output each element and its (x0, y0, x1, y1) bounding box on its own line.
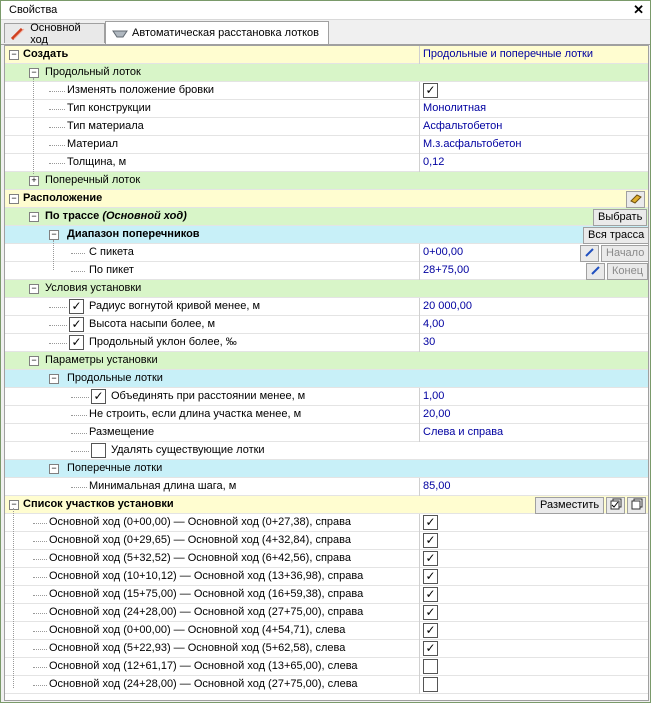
change-edge-checkbox[interactable]: ✓ (423, 83, 438, 98)
material-label: Материал (67, 138, 118, 150)
radius-checkbox[interactable]: ✓ (69, 299, 84, 314)
title-bar (1, 1, 650, 20)
min-step-value[interactable]: 85,00 (423, 480, 451, 492)
collapse-icon[interactable]: − (29, 356, 39, 366)
section-item-label: Основной ход (5+22,93) — Основной ход (5+62,58), слева (49, 642, 346, 654)
cross-trays-label: Поперечные лотки (67, 462, 163, 474)
column-separator (419, 136, 420, 154)
row-by-route[interactable] (5, 208, 648, 226)
expand-icon[interactable]: + (29, 176, 39, 186)
column-separator (419, 550, 420, 568)
section-item[interactable] (5, 532, 648, 550)
end-button[interactable]: Конец (607, 263, 648, 280)
section-item-checkbox[interactable] (423, 659, 438, 674)
collapse-icon[interactable]: − (9, 50, 19, 60)
merge-value[interactable]: 1,00 (423, 390, 445, 402)
uncheck-all-icon[interactable] (627, 497, 646, 514)
section-item[interactable] (5, 514, 648, 532)
row-construction[interactable] (5, 100, 648, 118)
by-route-label: По трассе (45, 210, 100, 222)
row-long-trays[interactable] (5, 370, 648, 388)
pencil-icon[interactable] (586, 263, 605, 280)
collapse-icon[interactable]: − (29, 212, 39, 222)
embankment-value[interactable]: 4,00 (423, 318, 445, 330)
no-build-value[interactable]: 20,00 (423, 408, 451, 420)
column-separator (419, 298, 420, 316)
tree-line (49, 109, 65, 110)
tree-line (49, 325, 67, 326)
tree-line (49, 307, 67, 308)
column-separator (419, 532, 420, 550)
embankment-checkbox[interactable]: ✓ (69, 317, 84, 332)
section-item-checkbox[interactable]: ✓ (423, 569, 438, 584)
location-label: Расположение (23, 192, 103, 204)
section-item[interactable] (5, 676, 648, 694)
tree-line (71, 253, 85, 254)
material-type-label: Тип материала (67, 120, 144, 132)
column-separator (419, 586, 420, 604)
tree-line (71, 415, 87, 416)
section-item-checkbox[interactable]: ✓ (423, 605, 438, 620)
whole-route-button[interactable]: Вся трасса (583, 227, 649, 244)
row-long-tray[interactable] (5, 64, 648, 82)
tray-icon (112, 27, 128, 39)
tree-line (49, 127, 65, 128)
tree-line (33, 685, 47, 686)
tab-label: Основной ход (30, 21, 81, 46)
row-cross-tray[interactable] (5, 172, 648, 190)
section-item-label: Основной ход (24+28,00) — Основной ход (27+75,00), слева (49, 678, 358, 690)
from-station-label: С пикета (89, 246, 134, 258)
section-item-checkbox[interactable]: ✓ (423, 587, 438, 602)
section-item-checkbox[interactable]: ✓ (423, 533, 438, 548)
tree-line (71, 451, 89, 452)
collapse-icon[interactable]: − (9, 194, 19, 204)
row-delete-existing[interactable] (5, 442, 648, 460)
section-item-checkbox[interactable]: ✓ (423, 551, 438, 566)
row-range[interactable] (5, 226, 648, 244)
column-separator (419, 658, 420, 676)
material-type-value[interactable]: Асфальтобетон (423, 120, 503, 132)
section-item-label: Основной ход (5+32,52) — Основной ход (6+42,56), справа (49, 552, 351, 564)
row-thickness[interactable] (5, 154, 648, 172)
route-name: (Основной ход) (102, 210, 187, 222)
tree-line (33, 631, 47, 632)
column-separator (419, 82, 420, 100)
section-item-label: Основной ход (15+75,00) — Основной ход (16+59,38), справа (49, 588, 364, 600)
section-item-checkbox[interactable]: ✓ (423, 515, 438, 530)
section-item[interactable] (5, 586, 648, 604)
tree-line (49, 343, 67, 344)
check-all-icon[interactable] (606, 497, 625, 514)
row-material-type[interactable] (5, 118, 648, 136)
tree-line (71, 433, 87, 434)
column-separator (419, 514, 420, 532)
slope-label: Продольный уклон более, ‰ (89, 336, 237, 348)
tree-line (33, 613, 47, 614)
section-item-checkbox[interactable]: ✓ (423, 641, 438, 656)
from-station-value[interactable]: 0+00,00 (423, 246, 464, 258)
tab-main-route[interactable] (4, 21, 105, 46)
column-separator (419, 622, 420, 640)
cross-tray-label: Поперечный лоток (45, 174, 141, 186)
section-item[interactable] (5, 568, 648, 586)
column-separator (419, 478, 420, 496)
tree-line (33, 667, 47, 668)
pick-tool-icon[interactable] (626, 191, 645, 208)
row-placement[interactable] (5, 424, 648, 442)
change-edge-label: Изменять положение бровки (67, 84, 215, 96)
tree-line (33, 523, 47, 524)
row-radius[interactable] (5, 298, 648, 316)
params-label: Параметры установки (45, 354, 158, 366)
embankment-label: Высота насыпи более, м (89, 318, 216, 330)
place-button[interactable]: Разместить (535, 497, 604, 514)
tree-line (49, 91, 65, 92)
column-separator (419, 262, 420, 280)
column-separator (419, 676, 420, 694)
row-to-station[interactable] (5, 262, 648, 280)
section-item[interactable] (5, 604, 648, 622)
section-item-label: Основной ход (10+10,12) — Основной ход (13+36,98), справа (49, 570, 364, 582)
tree-line (71, 271, 85, 272)
construction-value[interactable]: Монолитная (423, 102, 487, 114)
placement-label: Размещение (89, 426, 155, 438)
section-item-checkbox[interactable]: ✓ (423, 623, 438, 638)
section-item[interactable] (5, 550, 648, 568)
tree-line (13, 508, 14, 688)
close-button[interactable]: ✕ (633, 2, 644, 17)
merge-label: Объединять при расстоянии менее, м (111, 390, 306, 402)
tree-line (33, 541, 47, 542)
material-value[interactable]: М.з.асфальтобетон (423, 138, 522, 150)
row-min-step[interactable] (5, 478, 648, 496)
tree-line (49, 145, 65, 146)
no-build-label: Не строить, если длина участка менее, м (89, 408, 302, 420)
column-separator (419, 334, 420, 352)
column-separator (419, 406, 420, 424)
section-item-label: Основной ход (0+00,00) — Основной ход (0+27,38), справа (49, 516, 351, 528)
tab-strip (1, 20, 650, 45)
row-slope[interactable] (5, 334, 648, 352)
section-item-label: Основной ход (12+61,17) — Основной ход (13+65,00), слева (49, 660, 358, 672)
tree-line (71, 487, 87, 488)
column-separator (419, 568, 420, 586)
row-conditions[interactable] (5, 280, 648, 298)
column-separator (419, 100, 420, 118)
merge-checkbox[interactable]: ✓ (91, 389, 106, 404)
section-item-label: Основной ход (24+28,00) — Основной ход (27+75,00), справа (49, 606, 364, 618)
section-item-checkbox[interactable] (423, 677, 438, 692)
delete-existing-label: Удалять существующие лотки (111, 444, 265, 456)
tree-line (33, 78, 34, 174)
column-separator (419, 118, 420, 136)
slope-checkbox[interactable]: ✓ (69, 335, 84, 350)
construction-label: Тип конструкции (67, 102, 151, 114)
tree-line (33, 595, 47, 596)
tab-label: Автоматическая расстановка лотков (132, 27, 320, 39)
row-sections[interactable] (5, 496, 648, 514)
long-tray-label: Продольный лоток (45, 66, 141, 78)
column-separator (419, 316, 420, 334)
section-item[interactable] (5, 640, 648, 658)
sections-label: Список участков установки (23, 498, 174, 510)
row-material[interactable] (5, 136, 648, 154)
range-label: Диапазон поперечников (67, 228, 200, 240)
tree-line (71, 397, 89, 398)
collapse-icon[interactable]: − (49, 230, 59, 240)
tab-auto-trays[interactable] (105, 21, 329, 44)
placement-value[interactable]: Слева и справа (423, 426, 504, 438)
thickness-value[interactable]: 0,12 (423, 156, 445, 168)
collapse-icon[interactable]: − (49, 464, 59, 474)
window-title: Свойства (9, 4, 58, 16)
pencil-icon[interactable] (580, 245, 599, 262)
collapse-icon[interactable]: − (29, 284, 39, 294)
column-separator (419, 154, 420, 172)
row-location[interactable] (5, 190, 648, 208)
row-change-edge[interactable] (5, 82, 648, 100)
row-params[interactable] (5, 352, 648, 370)
delete-existing-checkbox[interactable] (91, 443, 106, 458)
conditions-label: Условия установки (45, 282, 142, 294)
radius-label: Радиус вогнутой кривой менее, м (89, 300, 261, 312)
column-separator (419, 46, 420, 64)
tree-line (49, 163, 65, 164)
tree-line (33, 649, 47, 650)
column-separator (419, 640, 420, 658)
column-separator (419, 604, 420, 622)
to-station-value[interactable]: 28+75,00 (423, 264, 470, 276)
section-item-label: Основной ход (0+00,00) — Основной ход (4+54,71), слева (49, 624, 346, 636)
section-item-label: Основной ход (0+29,65) — Основной ход (4+32,84), справа (49, 534, 351, 546)
slope-value[interactable]: 30 (423, 336, 436, 348)
row-merge[interactable] (5, 388, 648, 406)
column-separator (419, 244, 420, 262)
start-button[interactable]: Начало (601, 245, 649, 262)
column-separator (419, 388, 420, 406)
collapse-icon[interactable]: − (49, 374, 59, 384)
route-icon (11, 28, 26, 40)
section-item[interactable] (5, 658, 648, 676)
select-button[interactable]: Выбрать (593, 209, 647, 226)
min-step-label: Минимальная длина шага, м (89, 480, 237, 492)
property-grid (4, 45, 649, 701)
row-no-build[interactable] (5, 406, 648, 424)
tree-line (33, 577, 47, 578)
row-from-station[interactable] (5, 244, 648, 262)
tree-line (53, 240, 54, 270)
radius-value[interactable]: 20 000,00 (423, 300, 472, 312)
row-cross-trays[interactable] (5, 460, 648, 478)
create-label: Создать (23, 48, 69, 60)
column-separator (419, 424, 420, 442)
row-create[interactable] (5, 46, 648, 64)
tree-line (33, 559, 47, 560)
long-trays-label: Продольные лотки (67, 372, 163, 384)
create-value[interactable]: Продольные и поперечные лотки (423, 48, 594, 60)
row-embankment[interactable] (5, 316, 648, 334)
thickness-label: Толщина, м (67, 156, 127, 168)
collapse-icon[interactable]: − (29, 68, 39, 78)
section-item[interactable] (5, 622, 648, 640)
to-station-label: По пикет (89, 264, 134, 276)
collapse-icon[interactable]: − (9, 500, 19, 510)
